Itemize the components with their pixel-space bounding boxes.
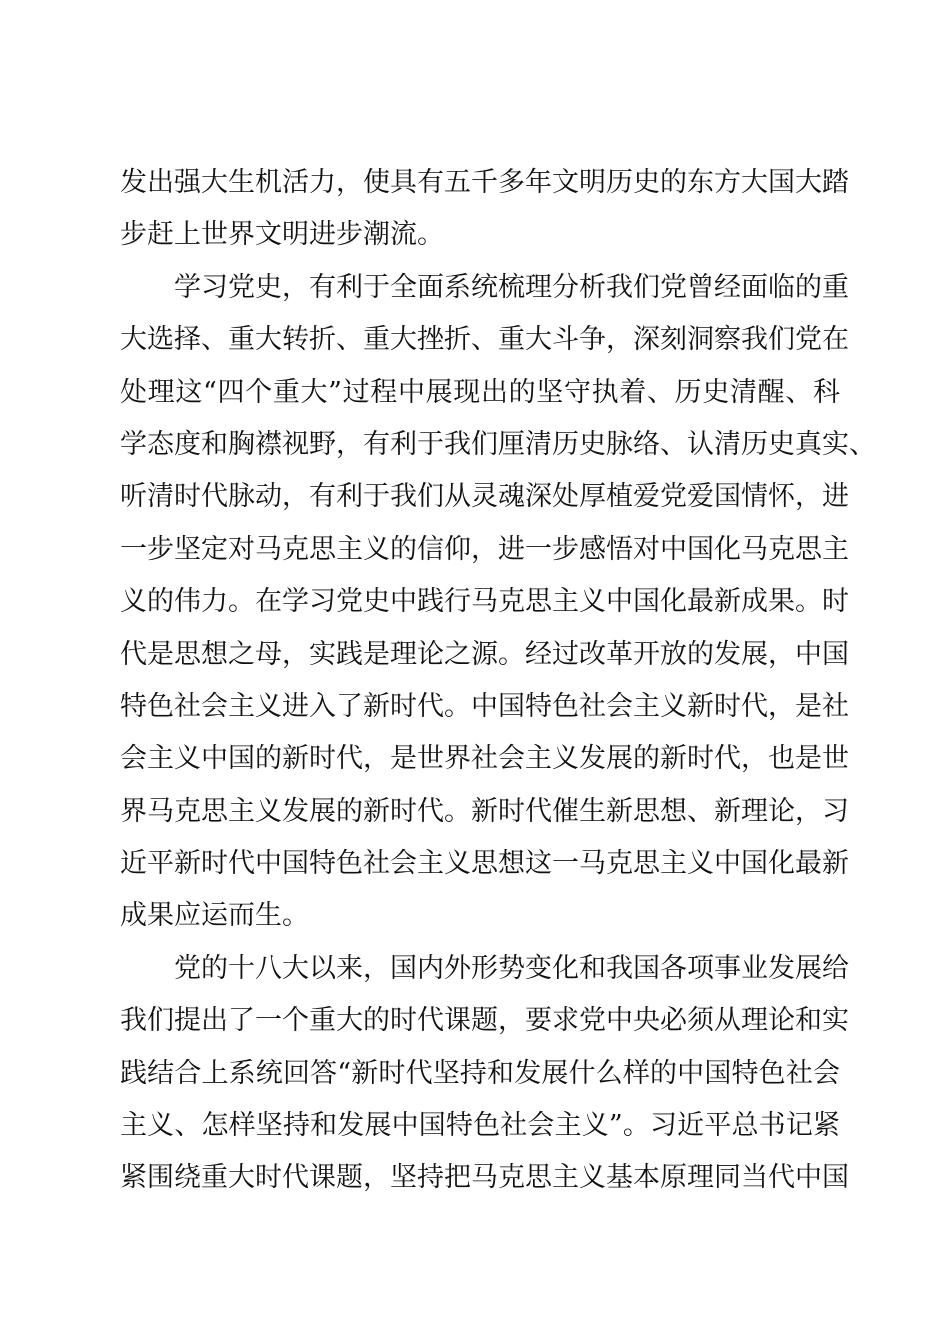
text-line: 学习党史，有利于全面系统梳理分析我们党曾经面临的重 bbox=[174, 271, 849, 303]
text-line: 紧围绕重大时代课题，坚持把马克思主义基本原理同当代中国 bbox=[120, 1162, 849, 1194]
text-line: 一步坚定对马克思主义的信仰，进一步感悟对中国化马克思主 bbox=[120, 533, 849, 565]
text-line: 步赶上世界文明进步潮流。 bbox=[120, 219, 444, 251]
body-text bbox=[120, 157, 876, 1205]
text-line: 发出强大生机活力，使具有五千多年文明历史的东方大国大踏 bbox=[120, 167, 849, 198]
text-line: 会主义中国的新时代，是世界社会主义发展的新时代，也是世 bbox=[120, 743, 849, 775]
text-line: 近平新时代中国特色社会主义思想这一马克思主义中国化最新 bbox=[120, 848, 849, 880]
text-line: 特色社会主义进入了新时代。中国特色社会主义新时代，是社 bbox=[120, 690, 849, 722]
text-line: 成果应运而生。 bbox=[120, 900, 309, 932]
text-line: 党的十八大以来，国内外形势变化和我国各项事业发展给 bbox=[174, 952, 849, 984]
text-line: 处理这“四个重大”过程中展现出的坚守执着、历史清醒、科 bbox=[120, 376, 840, 408]
text-line: 我们提出了一个重大的时代课题，要求党中央必须从理论和实 bbox=[120, 1005, 849, 1037]
text-line: 义的伟力。在学习党史中践行马克思主义中国化最新成果。时 bbox=[120, 586, 849, 618]
text-line: 大选择、重大转折、重大挫折、重大斗争，深刻洞察我们党在 bbox=[120, 324, 849, 356]
text-line: 代是思想之母，实践是理论之源。经过改革开放的发展，中国 bbox=[120, 638, 849, 670]
text-line: 主义、怎样坚持和发展中国特色社会主义”。习近平总书记紧 bbox=[120, 1110, 840, 1142]
text-line: 听清时代脉动，有利于我们从灵魂深处厚植爱党爱国情怀，进 bbox=[120, 481, 849, 513]
text-line: 学态度和胸襟视野，有利于我们厘清历史脉络、认清历史真实、 bbox=[120, 428, 876, 460]
text-line: 界马克思主义发展的新时代。新时代催生新思想、新理论，习 bbox=[120, 795, 849, 827]
text-line: 践结合上系统回答“新时代坚持和发展什么样的中国特色社会 bbox=[120, 1057, 840, 1089]
